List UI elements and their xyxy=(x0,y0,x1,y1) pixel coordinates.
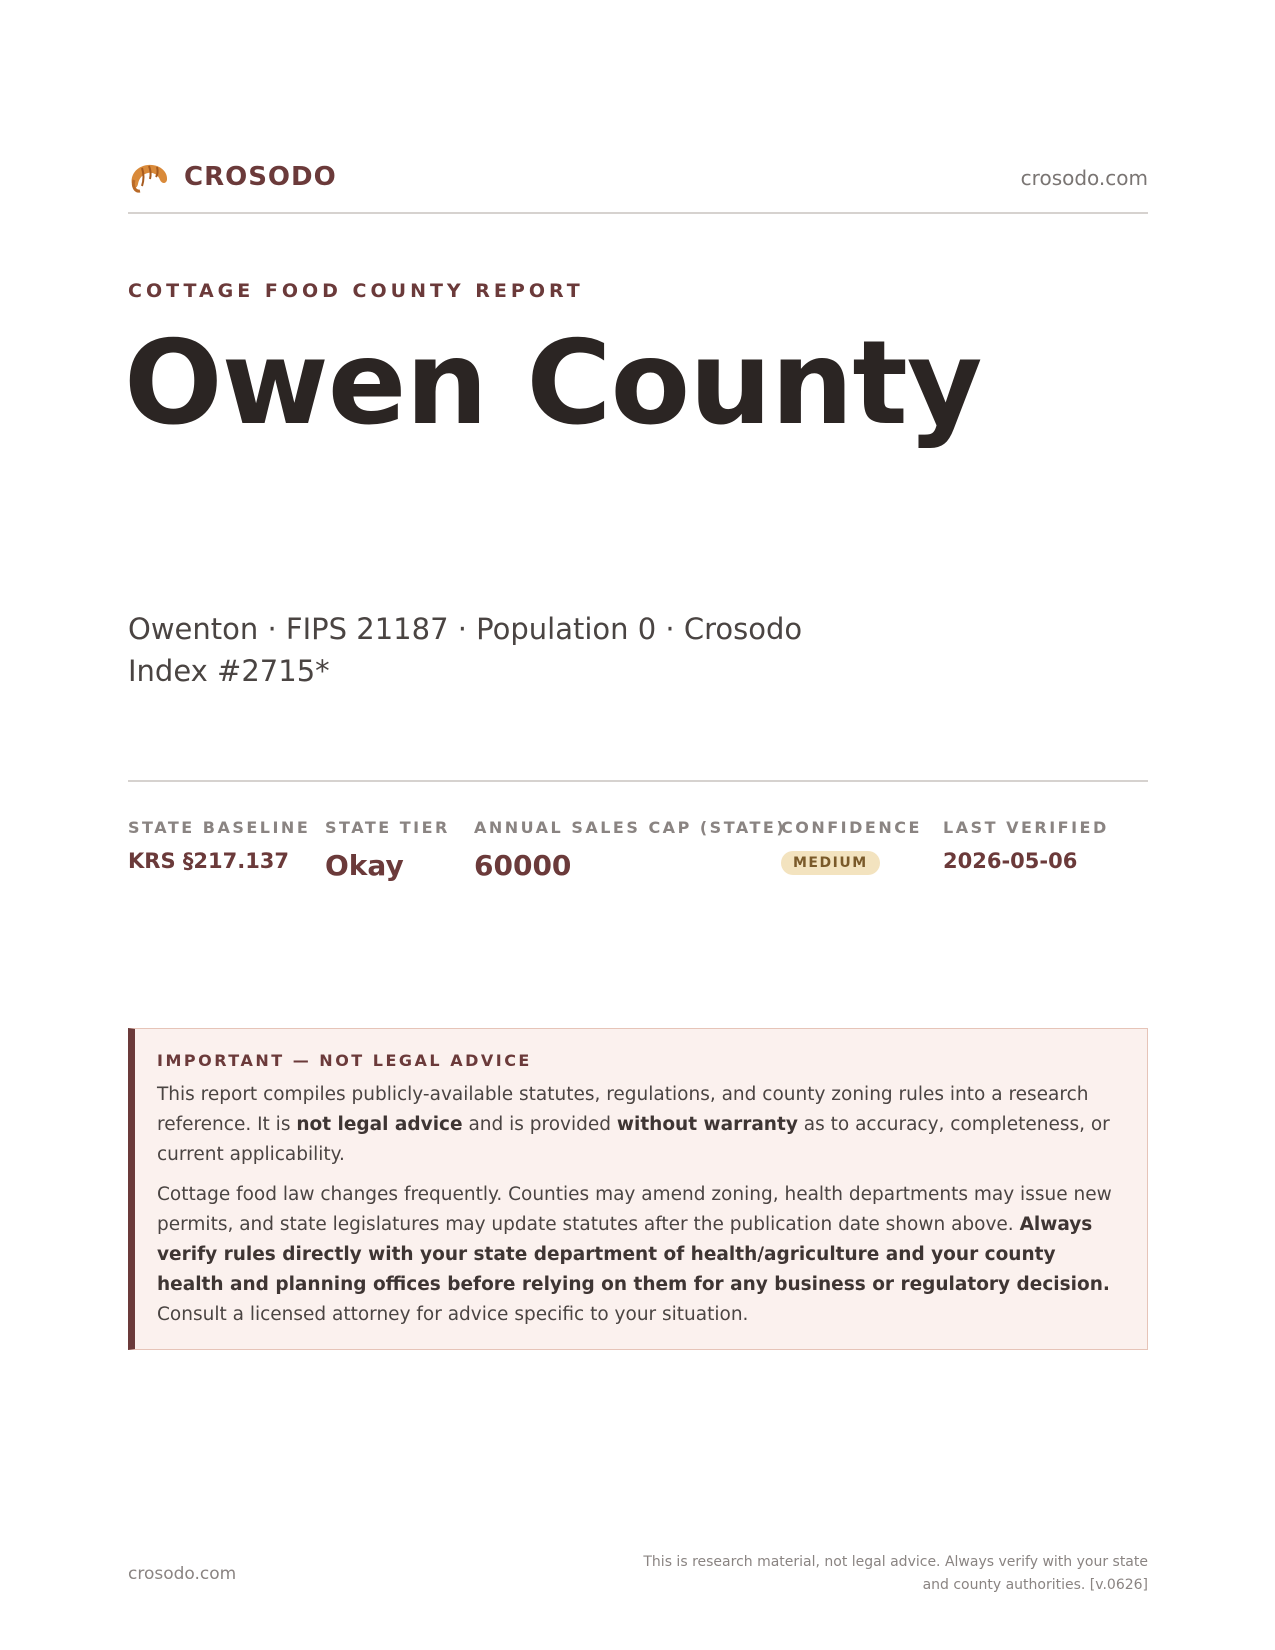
legal-notice xyxy=(128,1028,1148,1350)
notice-text: as to accuracy, completeness, or current applicability. xyxy=(157,1114,1110,1165)
stat-label: CONFIDENCE xyxy=(781,818,922,837)
report-page xyxy=(124,0,1148,1650)
stat-value: Okay xyxy=(325,849,404,882)
report-subtitle: Owenton · FIPS 21187 · Population 0 · Crosodo Index #2715* xyxy=(128,612,803,688)
stats-row xyxy=(128,818,1148,898)
stat-confidence xyxy=(781,818,922,875)
stat-last-verified xyxy=(943,818,1109,873)
notice-emphasis: without warranty xyxy=(616,1114,798,1135)
notice-emphasis: not legal advice xyxy=(296,1114,463,1135)
site-url[interactable]: crosodo.com xyxy=(1020,166,1148,190)
footer-disclaimer xyxy=(628,1551,1148,1597)
report-eyebrow: COTTAGE FOOD COUNTY REPORT xyxy=(128,280,584,302)
notice-emphasis: Always verify rules directly with your state department of health/agriculture and your county health and planning offices before relying on them for any business or regulatory decision. xyxy=(157,1214,1110,1295)
croissant-icon xyxy=(128,158,170,196)
notice-title: IMPORTANT — NOT LEGAL ADVICE xyxy=(157,1051,532,1070)
notice-paragraph-2 xyxy=(157,1180,1121,1330)
stat-value: 2026-05-06 xyxy=(943,849,1078,873)
stat-label: STATE BASELINE xyxy=(128,818,311,837)
stat-value: KRS §217.137 xyxy=(128,849,290,873)
stat-label: LAST VERIFIED xyxy=(943,818,1109,837)
notice-paragraph-1 xyxy=(157,1080,1121,1170)
notice-text: Cottage food law changes frequently. Counties may amend zoning, health departments may issue new permits, and state legislatures may update statutes after the publication date shown above. xyxy=(157,1184,1112,1235)
stat-value: 60000 xyxy=(474,849,572,882)
notice-text: This report compiles publicly-available statutes, regulations, and county zoning rules into a research reference. It is xyxy=(157,1084,1089,1135)
footer-disclaimer-line: and county authorities. [v.0626] xyxy=(922,1577,1148,1593)
notice-text: and is provided xyxy=(462,1114,617,1135)
stat-label: STATE TIER xyxy=(325,818,450,837)
footer-site-url[interactable]: crosodo.com xyxy=(128,1564,237,1584)
brand xyxy=(128,158,337,196)
section-divider xyxy=(128,780,1148,782)
stat-state-tier xyxy=(325,818,450,882)
notice-text: Consult a licensed attorney for advice specific to your situation. xyxy=(157,1304,749,1325)
stat-state-baseline xyxy=(128,818,310,873)
footer-disclaimer-line: This is research material, not legal advice. Always verify with your state xyxy=(643,1554,1148,1570)
page-title: Owen County xyxy=(124,316,982,451)
stat-annual-sales-cap xyxy=(474,818,786,882)
page-header xyxy=(128,158,1148,214)
stat-label: ANNUAL SALES CAP (STATE) xyxy=(474,818,787,837)
brand-name: CROSODO xyxy=(184,162,337,192)
confidence-badge: MEDIUM xyxy=(781,851,880,875)
